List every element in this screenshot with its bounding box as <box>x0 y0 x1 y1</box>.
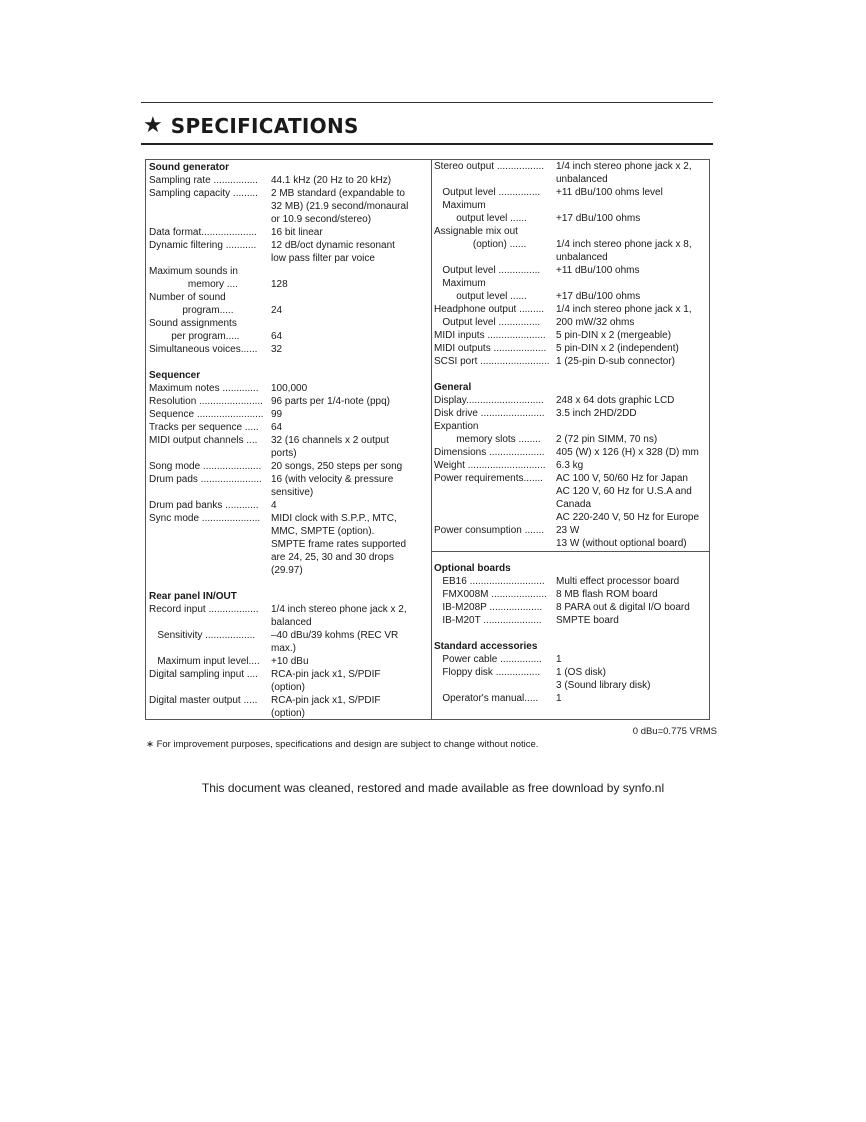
spec-label: MIDI output channels .... <box>149 435 258 446</box>
spec-row <box>149 564 429 577</box>
spec-row <box>434 277 709 290</box>
spec-row <box>149 291 429 304</box>
spec-value: 96 parts per 1/4-note (ppq) <box>271 396 390 407</box>
spec-label <box>149 538 271 551</box>
spec-label <box>149 213 271 226</box>
spec-label: Simultaneous voices...... <box>149 344 258 355</box>
spec-row <box>149 707 429 720</box>
spec-row <box>149 603 429 616</box>
spec-row <box>434 355 709 368</box>
spec-row <box>434 316 709 329</box>
spec-value: +17 dBu/100 ohms <box>556 213 641 224</box>
spec-row <box>149 655 429 668</box>
spec-value: 5 pin-DIN x 2 (mergeable) <box>556 330 672 341</box>
spec-label: Expantion <box>434 421 479 432</box>
spec-label <box>434 498 556 511</box>
spec-label: Assignable mix out <box>434 226 518 237</box>
spec-label: Output level ............... <box>434 265 541 276</box>
spec-label: Data format.................... <box>149 227 257 238</box>
spec-value: 2 (72 pin SIMM, 70 ns) <box>556 434 658 445</box>
spec-label: Weight ............................ <box>434 460 546 471</box>
spec-label <box>434 511 556 524</box>
spec-row <box>434 679 709 692</box>
spec-row <box>434 653 709 666</box>
spec-label: Maximum <box>434 200 486 211</box>
spec-label <box>434 251 556 264</box>
section-heading: Optional boards <box>434 563 511 574</box>
spec-value: 1 (25-pin D-sub connector) <box>556 356 675 367</box>
spec-label: Maximum input level.... <box>149 656 260 667</box>
spec-row <box>434 225 709 238</box>
spec-row <box>434 472 709 485</box>
spec-label: FMX008M .................... <box>434 589 547 600</box>
spec-label <box>149 551 271 564</box>
spec-row <box>434 692 709 705</box>
spec-row <box>434 238 709 251</box>
spec-value: unbalanced <box>556 174 608 185</box>
spec-row <box>149 213 429 226</box>
spec-label: Disk drive ....................... <box>434 408 545 419</box>
title-row <box>143 112 359 140</box>
spec-value: 8 PARA out & digital I/O board <box>556 602 690 613</box>
spec-row <box>149 239 429 252</box>
spec-row <box>434 666 709 679</box>
spec-value: 16 (with velocity & pressure <box>271 474 394 485</box>
spec-value: balanced <box>271 617 312 628</box>
spec-value: 99 <box>271 409 283 420</box>
spec-row <box>149 473 429 486</box>
spec-row <box>434 303 709 316</box>
spec-row <box>434 186 709 199</box>
spec-value: AC 120 V, 60 Hz for U.S.A and <box>556 486 692 497</box>
spec-value: (option) <box>271 708 305 719</box>
spec-label: IB-M208P ................... <box>434 602 543 613</box>
spec-row <box>434 199 709 212</box>
spec-label: Maximum <box>434 278 486 289</box>
spec-label: Floppy disk ................ <box>434 667 541 678</box>
spec-row <box>149 460 429 473</box>
spec-value: 13 W (without optional board) <box>556 538 687 549</box>
spec-label: Digital sampling input .... <box>149 669 258 680</box>
spec-row <box>434 290 709 303</box>
spec-label <box>434 173 556 186</box>
spec-label: Number of sound <box>149 292 226 303</box>
spec-value: 2 MB standard (expandable to <box>271 188 405 199</box>
spec-value <box>556 420 709 433</box>
spec-row <box>149 226 429 239</box>
spec-value: 100,000 <box>271 383 308 394</box>
spec-value: AC 220-240 V, 50 Hz for Europe <box>556 512 700 523</box>
spec-label: (option) ...... <box>434 239 527 250</box>
spec-value: 3 (Sound library disk) <box>556 680 651 691</box>
spec-label: Maximum sounds in <box>149 266 238 277</box>
spec-value: 4 <box>271 500 277 511</box>
spec-label: Resolution ....................... <box>149 396 263 407</box>
spec-value: (29.97) <box>271 565 303 576</box>
spec-label <box>149 447 271 460</box>
title-rule <box>141 143 713 145</box>
spec-value: 32 (16 channels x 2 output <box>271 435 389 446</box>
spec-value: RCA-pin jack x1, S/PDIF <box>271 669 381 680</box>
spec-value: 23 W <box>556 525 580 536</box>
spec-label <box>149 200 271 213</box>
spec-row <box>149 642 429 655</box>
credit-line: This document was cleaned, restored and made available as free download by synfo.nl <box>201 781 665 795</box>
spec-label: memory slots ........ <box>434 434 541 445</box>
spec-row <box>149 525 429 538</box>
spec-label: Operator's manual..... <box>434 693 539 704</box>
spec-row <box>434 575 709 588</box>
spec-row <box>434 394 709 407</box>
spec-value: low pass filter par voice <box>271 253 375 264</box>
spec-label: Sampling rate ................ <box>149 175 258 186</box>
section-heading: Standard accessories <box>434 641 538 652</box>
top-rule <box>141 102 713 103</box>
section-heading: Sound generator <box>149 162 230 173</box>
unit-note: 0 dBu=0.775 VRMS <box>632 726 717 737</box>
spec-label: Maximum notes ............. <box>149 383 259 394</box>
spec-value: MMC, SMPTE (option). <box>271 526 375 537</box>
right-column-top <box>434 160 709 550</box>
spec-label: Tracks per sequence ..... <box>149 422 259 433</box>
spec-value: 200 mW/32 ohms <box>556 317 635 328</box>
page-title: SPECIFICATIONS <box>170 114 359 138</box>
spec-row <box>434 524 709 537</box>
spec-row <box>149 512 429 525</box>
spec-label: per program..... <box>149 331 240 342</box>
spec-value <box>556 199 709 212</box>
spec-label: output level ...... <box>434 213 527 224</box>
spec-row <box>149 304 429 317</box>
spec-label <box>434 679 556 692</box>
spec-value: +11 dBu/100 ohms level <box>556 187 663 198</box>
spec-row <box>149 499 429 512</box>
spec-value: Multi effect processor board <box>556 576 680 587</box>
spec-value: RCA-pin jack x1, S/PDIF <box>271 695 381 706</box>
column-divider <box>431 159 432 720</box>
spec-value: SMPTE frame rates supported <box>271 539 407 550</box>
spec-value: 5 pin-DIN x 2 (independent) <box>556 343 679 354</box>
spec-value: 20 songs, 250 steps per song <box>271 461 403 472</box>
right-column-boards <box>434 562 709 705</box>
spec-row <box>149 629 429 642</box>
spec-row <box>434 173 709 186</box>
spec-row <box>434 511 709 524</box>
spec-value: 8 MB flash ROM board <box>556 589 658 600</box>
spec-value: 12 dB/oct dynamic resonant <box>271 240 395 251</box>
spec-value: ports) <box>271 448 297 459</box>
spec-row <box>149 200 429 213</box>
spec-row <box>434 588 709 601</box>
spec-value: AC 100 V, 50/60 Hz for Japan <box>556 473 688 484</box>
spec-value: +10 dBu <box>271 656 309 667</box>
spec-label: Dimensions .................... <box>434 447 545 458</box>
spec-row <box>149 395 429 408</box>
spec-row <box>434 160 709 173</box>
spec-label: Display............................ <box>434 395 544 406</box>
spec-value: or 10.9 second/stereo) <box>271 214 372 225</box>
spec-row <box>434 614 709 627</box>
spec-row <box>149 434 429 447</box>
spec-label: Song mode ..................... <box>149 461 262 472</box>
spec-value: 1 (OS disk) <box>556 667 607 678</box>
spec-value: 128 <box>271 279 288 290</box>
spec-value: 1/4 inch stereo phone jack x 8, <box>556 239 692 250</box>
spec-value: sensitive) <box>271 487 314 498</box>
spec-row <box>434 329 709 342</box>
spec-label <box>149 252 271 265</box>
spec-label: IB-M20T ..................... <box>434 615 542 626</box>
spec-label <box>149 564 271 577</box>
spec-row <box>149 694 429 707</box>
spec-row <box>149 187 429 200</box>
spec-row <box>434 433 709 446</box>
spec-row <box>434 342 709 355</box>
section-heading: General <box>434 382 472 393</box>
spec-row <box>149 382 429 395</box>
spec-value: unbalanced <box>556 252 608 263</box>
section-heading: Sequencer <box>149 370 201 381</box>
spec-row <box>149 538 429 551</box>
spec-label: MIDI inputs ..................... <box>434 330 546 341</box>
spec-label <box>149 616 271 629</box>
spec-value: +17 dBu/100 ohms <box>556 291 641 302</box>
spec-row <box>434 407 709 420</box>
spec-row <box>149 551 429 564</box>
spec-row <box>434 446 709 459</box>
left-column <box>149 161 429 720</box>
spec-value: 32 <box>271 344 283 355</box>
footnote: ∗ For improvement purposes, specifications and design are subject to change without notice. <box>146 739 539 750</box>
spec-value: MIDI clock with S.P.P., MTC, <box>271 513 397 524</box>
spec-value <box>271 291 429 304</box>
spec-value: 6.3 kg <box>556 460 584 471</box>
spec-row <box>434 264 709 277</box>
spec-label: EB16 ........................... <box>434 576 545 587</box>
spec-label: Sensitivity .................. <box>149 630 256 641</box>
spec-row <box>149 447 429 460</box>
spec-row <box>149 265 429 278</box>
spec-label <box>149 642 271 655</box>
spec-value: 1/4 inch stereo phone jack x 2, <box>556 161 692 172</box>
spec-row <box>149 616 429 629</box>
spec-value: 405 (W) x 126 (H) x 328 (D) mm <box>556 447 699 458</box>
spec-label <box>434 537 556 550</box>
spec-value: (option) <box>271 682 305 693</box>
spec-value: 1 <box>556 693 562 704</box>
spec-label: Record input .................. <box>149 604 259 615</box>
spec-value <box>271 265 429 278</box>
spec-value: 32 MB) (21.9 second/monaural <box>271 201 409 212</box>
spec-row <box>434 420 709 433</box>
spec-row <box>149 330 429 343</box>
spec-label: Headphone output ......... <box>434 304 545 315</box>
spec-row <box>149 421 429 434</box>
spec-label: Drum pads ...................... <box>149 474 262 485</box>
spec-value: 64 <box>271 331 283 342</box>
spec-label: Sound assignments <box>149 318 237 329</box>
spec-label: Drum pad banks ............ <box>149 500 259 511</box>
spec-value: 1 <box>556 654 562 665</box>
spec-row <box>434 485 709 498</box>
spec-label: Digital master output ..... <box>149 695 258 706</box>
spec-label: MIDI outputs ................... <box>434 343 547 354</box>
spec-value <box>556 225 709 238</box>
spec-value: 44.1 kHz (20 Hz to 20 kHz) <box>271 175 392 186</box>
spec-value <box>271 317 429 330</box>
spec-row <box>434 459 709 472</box>
spec-label <box>149 707 271 720</box>
spec-value: 24 <box>271 305 283 316</box>
spec-row <box>149 408 429 421</box>
spec-value: 3.5 inch 2HD/2DD <box>556 408 637 419</box>
spec-label: Output level ............... <box>434 317 541 328</box>
spec-row <box>149 486 429 499</box>
spec-row <box>434 212 709 225</box>
spec-value: –40 dBu/39 kohms (REC VR <box>271 630 399 641</box>
spec-value: are 24, 25, 30 and 30 drops <box>271 552 394 563</box>
spec-value: SMPTE board <box>556 615 619 626</box>
spec-value: 1/4 inch stereo phone jack x 2, <box>271 604 407 615</box>
spec-value: 16 bit linear <box>271 227 323 238</box>
spec-label <box>434 485 556 498</box>
spec-value: +11 dBu/100 ohms <box>556 265 640 276</box>
spec-row <box>149 174 429 187</box>
spacer <box>434 627 709 640</box>
spec-value: 248 x 64 dots graphic LCD <box>556 395 675 406</box>
spec-label: Sync mode ..................... <box>149 513 261 524</box>
spacer <box>149 577 429 590</box>
spec-label: memory .... <box>149 279 238 290</box>
spec-value <box>556 277 709 290</box>
spec-row <box>149 668 429 681</box>
spec-value: Canada <box>556 499 592 510</box>
spec-label <box>149 486 271 499</box>
spec-row <box>434 498 709 511</box>
spec-row <box>434 601 709 614</box>
spec-label <box>149 525 271 538</box>
spec-value: max.) <box>271 643 296 654</box>
spec-row <box>149 681 429 694</box>
spec-label: Dynamic filtering ........... <box>149 240 257 251</box>
spec-value: 1/4 inch stereo phone jack x 1, <box>556 304 692 315</box>
spec-label: Stereo output ................. <box>434 161 545 172</box>
star-icon: ★ <box>143 113 163 138</box>
spec-value: 64 <box>271 422 283 433</box>
spacer <box>149 356 429 369</box>
spec-label: Sampling capacity ......... <box>149 188 258 199</box>
spec-row <box>149 278 429 291</box>
spec-label: output level ...... <box>434 291 527 302</box>
spec-label: Power consumption ....... <box>434 525 545 536</box>
spec-row <box>149 252 429 265</box>
spec-label: Sequence ........................ <box>149 409 264 420</box>
optional-boards-divider <box>431 551 710 552</box>
spacer <box>434 368 709 381</box>
spec-label: Power cable ............... <box>434 654 542 665</box>
section-heading: Rear panel IN/OUT <box>149 591 237 602</box>
spec-row <box>434 251 709 264</box>
spec-label: program..... <box>149 305 234 316</box>
spec-row <box>434 537 709 550</box>
spec-label: Output level ............... <box>434 187 541 198</box>
spec-label: SCSI port ......................... <box>434 356 550 367</box>
spec-label: Power requirements....... <box>434 473 543 484</box>
spec-label <box>149 681 271 694</box>
spec-row <box>149 343 429 356</box>
spec-row <box>149 317 429 330</box>
